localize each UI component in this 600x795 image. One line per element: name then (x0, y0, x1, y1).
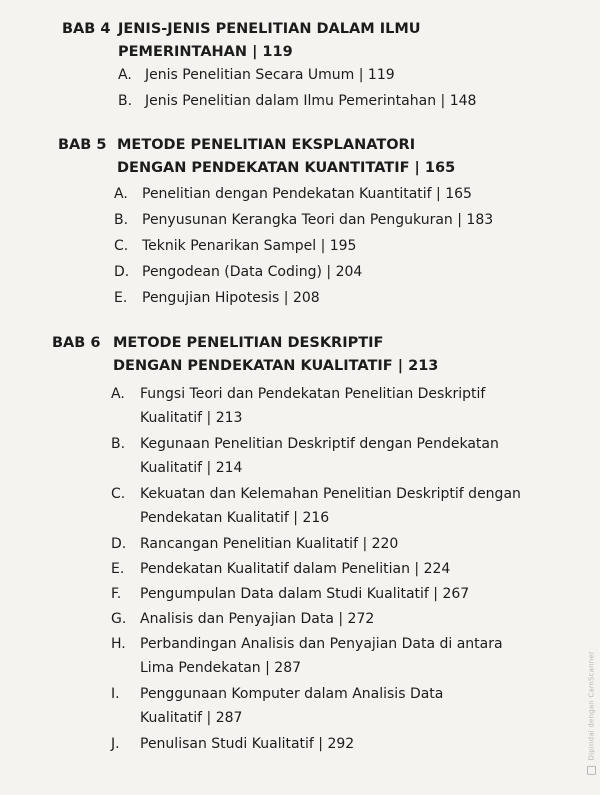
item-letter: D. (114, 264, 130, 280)
chapter-title-line: PEMERINTAHAN | 119 (118, 44, 293, 60)
item-letter: I. (111, 686, 120, 702)
chapter-title (118, 18, 421, 64)
chapter-title (113, 332, 438, 378)
item-text: Penulisan Studi Kualitatif | 292 (140, 736, 355, 752)
item-text: Pengumpulan Data dalam Studi Kualitatif | 267 (140, 586, 470, 602)
item-letter: C. (111, 486, 126, 502)
item-letter: A. (118, 67, 132, 83)
item-text (140, 382, 485, 430)
item-text: Penyusunan Kerangka Teori dan Pengukuran | 183 (142, 212, 494, 228)
item-letter: H. (111, 636, 126, 652)
item-text-line: Fungsi Teori dan Pendekatan Penelitian Deskriptif (140, 386, 486, 402)
item-text (140, 632, 503, 680)
item-letter: A. (114, 186, 128, 202)
chapter-label: BAB 5 (58, 137, 107, 153)
chapter-label: BAB 6 (52, 335, 101, 351)
item-text: Analisis dan Penyajian Data | 272 (140, 611, 375, 627)
item-letter: E. (111, 561, 125, 577)
item-letter: A. (111, 386, 125, 402)
chapter-title-line: JENIS-JENIS PENELITIAN DALAM ILMU (118, 21, 421, 37)
item-text-line: Pendekatan Kualitatif | 216 (140, 510, 330, 526)
item-letter: B. (111, 436, 126, 452)
chapter-title-line: DENGAN PENDEKATAN KUANTITATIF | 165 (117, 160, 456, 176)
item-letter: B. (114, 212, 129, 228)
item-text (140, 432, 499, 480)
chapter-title-line: DENGAN PENDEKATAN KUALITATIF | 213 (113, 358, 439, 374)
camscanner-icon (587, 766, 596, 775)
item-text-line: Kekuatan dan Kelemahan Penelitian Deskriptif dengan (140, 486, 521, 502)
item-text: Rancangan Penelitian Kualitatif | 220 (140, 536, 399, 552)
item-letter: B. (118, 93, 133, 109)
item-text-line: Kualitatif | 213 (140, 410, 243, 426)
item-text: Teknik Penarikan Sampel | 195 (142, 238, 357, 254)
watermark-text: Dipindai dengan CamScanner (587, 651, 596, 761)
chapter-title-line: METODE PENELITIAN DESKRIPTIF (113, 335, 384, 351)
item-text (140, 482, 521, 530)
scanner-watermark (587, 651, 596, 775)
chapter-title-line: METODE PENELITIAN EKSPLANATORI (117, 137, 416, 153)
item-text-line: Penggunaan Komputer dalam Analisis Data (140, 686, 444, 702)
item-text-line: Kualitatif | 214 (140, 460, 243, 476)
chapter-label: BAB 4 (62, 21, 111, 37)
item-text-line: Lima Pendekatan | 287 (140, 660, 302, 676)
item-letter: J. (111, 736, 120, 752)
item-letter: D. (111, 536, 127, 552)
item-letter: C. (114, 238, 129, 254)
chapter-title (117, 134, 455, 180)
item-text: Penelitian dengan Pendekatan Kuantitatif | 165 (142, 186, 472, 202)
item-text-line: Kualitatif | 287 (140, 710, 243, 726)
item-text: Jenis Penelitian dalam Ilmu Pemerintahan | 148 (145, 93, 477, 109)
item-text-line: Perbandingan Analisis dan Penyajian Data di antara (140, 636, 503, 652)
item-letter: G. (111, 611, 127, 627)
item-letter: F. (111, 586, 122, 602)
item-letter: E. (114, 290, 128, 306)
item-text: Pengujian Hipotesis | 208 (142, 290, 320, 306)
item-text: Pengodean (Data Coding) | 204 (142, 264, 363, 280)
item-text-line: Kegunaan Penelitian Deskriptif dengan Pendekatan (140, 436, 499, 452)
item-text (140, 682, 443, 730)
item-text: Jenis Penelitian Secara Umum | 119 (145, 67, 395, 83)
item-text: Pendekatan Kualitatif dalam Penelitian | 224 (140, 561, 451, 577)
